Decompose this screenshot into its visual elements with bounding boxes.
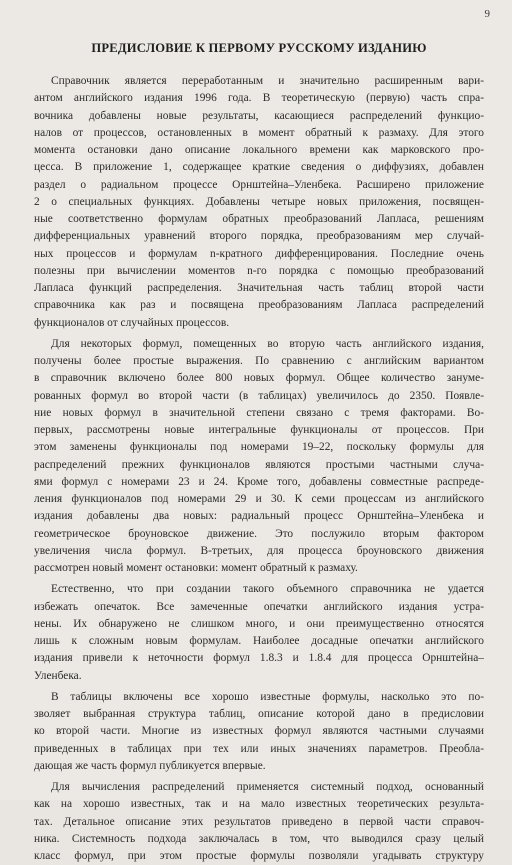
paragraph — [34, 581, 484, 685]
text-line: приведенных в таблицах при тех или иных значениях параметров. Преобла- — [34, 742, 484, 755]
preface-body — [34, 73, 484, 865]
text-line: полезны при вычислении моментов n-го порядка с помощью преобразований — [34, 264, 484, 277]
text-line: ные соответственно формулам обратных преобразований Лапласа, решениям — [34, 213, 484, 225]
text-line: дифференциальных уравнений второго порядка, преобразованиям мер случай- — [34, 230, 484, 243]
text-line: распределений прежних функционалов являются простыми частными случа- — [34, 458, 484, 471]
paragraph — [34, 779, 484, 865]
text-line: ко второй части. Многие из известных формул являются частными случаями — [34, 725, 484, 738]
text-line: налов от процессов, остановленных в момент обратный к размаху. Для этого — [34, 126, 484, 139]
text-line: Естественно, что при создании такого объемного справочника не удается — [51, 583, 484, 596]
text-line: ями формул с номерами 23 и 24. Кроме того, добавлены совместные распреде- — [34, 475, 484, 488]
text-line: дающая же часть формул публикуется впервые. — [34, 759, 266, 772]
text-line: ние новых формул в значительной степени связано с тремя факторами. Во- — [34, 406, 484, 419]
text-line: класс формул, при этом простые формулы позволяли угадывать структуру — [34, 850, 484, 862]
text-line: рассмотрен новый момент остановки: момент обратный к размаху. — [34, 562, 358, 574]
text-line: этом заменены функционалы под номерами 19–22, поскольку формулы для — [34, 441, 484, 454]
text-line: Для некоторых формул, помещенных во вторую часть английского издания, — [51, 337, 484, 350]
text-line: нены. Их обнаружено не слишком много, и они преимущественно относятся — [34, 617, 484, 630]
paragraph — [34, 73, 484, 332]
text-line: в справочник включено более 800 новых формул. Общее количество зануме- — [34, 372, 484, 385]
text-line: момента остановки дано описание локального времени как марковского про- — [34, 144, 484, 156]
text-line: первых, рассмотрены новые интегральные функционалы от процессов. При — [34, 424, 484, 436]
text-line: раздел о радиальном процессе Орнштейна–Уленбека. Расширено приложение — [34, 178, 484, 191]
text-line: антом английского издания 1996 года. В теоретическую (первую) часть спра- — [34, 92, 484, 105]
text-line: ления функционалов под номерами 29 и 30. К семи процессам из английского — [34, 493, 484, 505]
text-line: справочника как раз и посвящена преобразованиям Лапласа распределений — [34, 299, 484, 312]
text-line: рованных формул во второй части (в таблицах) увеличилось до 2350. Появле- — [34, 389, 484, 402]
text-line: получены более простые выражения. По сравнению с английским вариантом — [34, 355, 484, 367]
text-line: цесса. В приложение 1, содержащее краткие сведения о диффузиях, добавлен — [34, 161, 484, 174]
page-title: ПРЕДИСЛОВИЕ К ПЕРВОМУ РУССКОМУ ИЗДАНИЮ — [91, 41, 427, 55]
text-line: ника. Системность подхода заключалась в том, что выводился сразу целый — [34, 832, 484, 845]
text-line: избежать опечаток. Все замеченные опечатки английского издания устра- — [34, 600, 484, 613]
text-line: В таблицы включены все хорошо известные формулы, насколько это по- — [51, 690, 484, 703]
paragraph — [34, 336, 484, 578]
text-line: Лапласа функций распределения. Значительная часть таблиц второй части — [34, 282, 484, 294]
text-line: зволяет выбранная структура таблиц, описание которой дано в предисловии — [34, 708, 484, 720]
paragraph — [34, 689, 484, 775]
text-line: Справочник является переработанным и значительно расширенным вари- — [51, 75, 484, 87]
text-line: вочника добавлены новые результаты, касающиеся распределений функцио- — [34, 109, 484, 122]
text-line: функционалов от случайных процессов. — [34, 316, 230, 329]
text-line: издания привели к неточности формул 1.8.3 и 1.8.4 для процесса Орнштейна– — [34, 652, 484, 665]
text-line: Уленбека. — [34, 669, 82, 682]
text-line: ных процессов и формулам n-кратного дифференцирования. Последние очень — [34, 247, 484, 260]
text-line: издания добавлены два новых: радиальный процесс Орнштейна–Уленбека и — [34, 510, 484, 523]
text-line: геометрическое броуновское движение. Это послужило вторым фактором — [34, 527, 484, 540]
text-line: увеличения числа формул. В-третьих, для процесса броуновского движения — [34, 544, 484, 557]
text-line: Для вычисления распределений применяется системный подход, основанный — [51, 781, 484, 793]
page-number: 9 — [484, 8, 490, 20]
text-line: тах. Детальное описание этих результатов приведено в первой части справоч- — [34, 815, 484, 828]
text-line: как на хорошо известных, так и на мало известных теоретических результа- — [34, 798, 484, 811]
text-line: лишь к сложным новым формулам. Наиболее досадные опечатки английского — [34, 635, 484, 647]
text-line: 2 о специальных функциях. Добавлены четыре новых приложения, посвящен- — [34, 195, 484, 208]
